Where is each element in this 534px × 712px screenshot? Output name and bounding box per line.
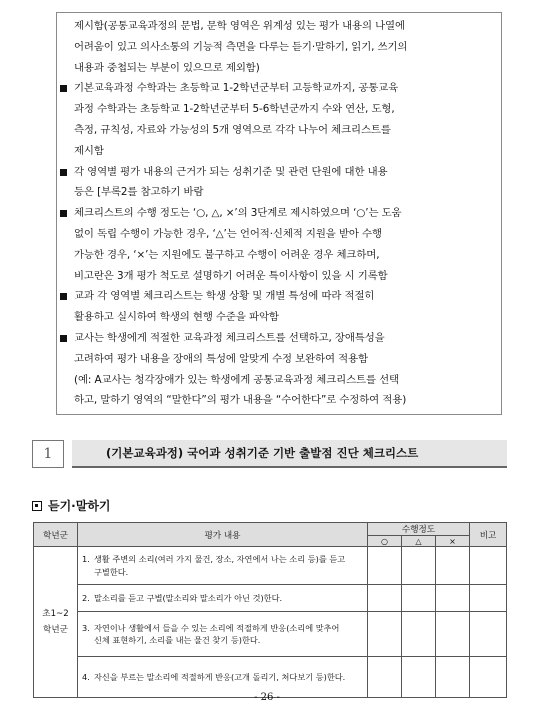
table-row	[34, 547, 507, 585]
note-line: 등은 [부록2를 참고하기 바람	[74, 186, 204, 199]
header-circle: ○	[368, 536, 402, 547]
header-remarks: 비고	[470, 523, 507, 547]
item-text: 생활 주변의 소리(여러 가지 물건, 장소, 자연에서 나는 소리 등)를 듣고 구별한다.	[94, 554, 346, 577]
header-cross: ×	[436, 536, 470, 547]
item-content-cell	[78, 547, 368, 585]
checklist-table	[33, 522, 507, 698]
subheading	[32, 497, 111, 514]
note-line: 고려하여 평가 내용을 장애의 특성에 알맞게 수정 보완하여 적용함	[74, 352, 368, 365]
item-number: 2.	[82, 592, 90, 603]
note-line: 활용하고 실시하여 학생의 현행 수준을 파악함	[74, 311, 279, 324]
item-number: 1.	[82, 554, 90, 564]
bullet-icon	[60, 335, 67, 342]
page-number: - 26 -	[254, 692, 280, 703]
header-performance: 수행정도	[368, 523, 470, 536]
note-line: 제시함(공통교육과정의 문법, 문학 영역은 위계성 있는 평가 내용의 나열에	[74, 20, 405, 32]
bullet-icon	[60, 210, 67, 217]
remarks-cell[interactable]	[470, 547, 507, 585]
item-number: 3.	[82, 622, 90, 633]
item-content-cell	[78, 585, 368, 612]
square-bullet-icon	[32, 501, 42, 511]
item-text: 말소리를 듣고 구별(말소리와 말소리가 아닌 것)한다.	[94, 592, 283, 603]
check-cross-cell[interactable]	[436, 547, 470, 585]
item-number: 4.	[82, 671, 90, 682]
note-line: 교사는 학생에게 적절한 교육과정 체크리스트를 선택하고, 장애특성을	[74, 332, 385, 344]
item-text: 자신을 부르는 말소리에 적절하게 반응(고개 돌리기, 쳐다보기 등)한다.	[94, 671, 346, 682]
grade-group-cell: 초1~2 학년군	[34, 547, 78, 698]
check-triangle-cell[interactable]	[402, 612, 436, 657]
bullet-icon	[60, 293, 67, 300]
header-triangle: △	[402, 536, 436, 547]
remarks-cell[interactable]	[470, 585, 507, 612]
item-text: 자연이나 생활에서 들을 수 있는 소리에 적절하게 반응(소리에 맞추어 신체 표현하기, 소리를 내는 물건 찾기 등)한다.	[94, 622, 340, 645]
note-line: 측정, 규칙성, 자료와 가능성의 5개 영역으로 각각 나누어 체크리스트를	[74, 124, 391, 136]
note-line: 과정 수학과는 초등학교 1-2학년군부터 5-6학년군까지 수와 연산, 도형,	[74, 103, 395, 116]
note-line: 어려움이 있고 의사소통의 기능적 측면을 다루는 듣기·말하기, 읽기, 쓰기의	[74, 40, 408, 53]
check-circle-cell[interactable]	[368, 585, 402, 612]
note-line: 하고, 말하기 영역의 “말한다”의 평가 내용을 “수어한다”로 수정하여 적용)	[74, 394, 407, 407]
check-triangle-cell[interactable]	[402, 585, 436, 612]
check-cross-cell[interactable]	[436, 612, 470, 657]
remarks-cell[interactable]	[470, 612, 507, 657]
section-header	[32, 440, 507, 470]
check-triangle-cell[interactable]	[402, 547, 436, 585]
note-line: 가능한 경우, ‘×’는 지원에도 불구하고 수행이 어려운 경우 체크하며,	[74, 248, 380, 261]
table-row	[34, 585, 507, 612]
bullet-icon	[60, 169, 67, 176]
table-row	[34, 612, 507, 657]
section-title: (기본교육과정) 국어과 성취기준 기반 출발점 진단 체크리스트	[72, 440, 507, 468]
note-line: (예: A교사는 청각장애가 있는 학생에게 공통교육과정 체크리스트를 선택	[74, 373, 399, 386]
header-grade: 학년군	[34, 523, 78, 547]
note-line: 각 영역별 평가 내용의 근거가 되는 성취기준 및 관련 단원에 대한 내용	[74, 165, 388, 178]
subheading-text: 듣기·말하기	[48, 499, 111, 513]
note-line: 내용과 중첩되는 부분이 있으므로 제외함)	[74, 61, 260, 74]
note-line: 제시함	[74, 144, 104, 157]
header-content: 평가 내용	[78, 523, 368, 547]
note-line: 교과 각 영역별 체크리스트는 학생 상황 및 개별 특성에 따라 적절히	[74, 290, 375, 303]
item-content-cell	[78, 612, 368, 657]
note-line: 체크리스트의 수행 정도는 ‘○, △, ×’의 3단계로 제시하였으며 ‘○’는 도움	[74, 207, 402, 220]
section-number: 1	[32, 440, 64, 468]
check-circle-cell[interactable]	[368, 612, 402, 657]
check-cross-cell[interactable]	[436, 585, 470, 612]
note-line: 없이 독립 수행이 가능한 경우, ‘△’는 언어적·신체적 지원을 받아 수행	[74, 228, 382, 240]
bullet-icon	[60, 85, 67, 92]
check-circle-cell[interactable]	[368, 547, 402, 585]
note-line: 기본교육과정 수학과는 초등학교 1-2학년군부터 고등학교까지, 공통교육	[74, 82, 399, 95]
note-line: 비고란은 3개 평가 척도로 설명하기 어려운 특이사항이 있을 시 기록함	[74, 269, 388, 282]
